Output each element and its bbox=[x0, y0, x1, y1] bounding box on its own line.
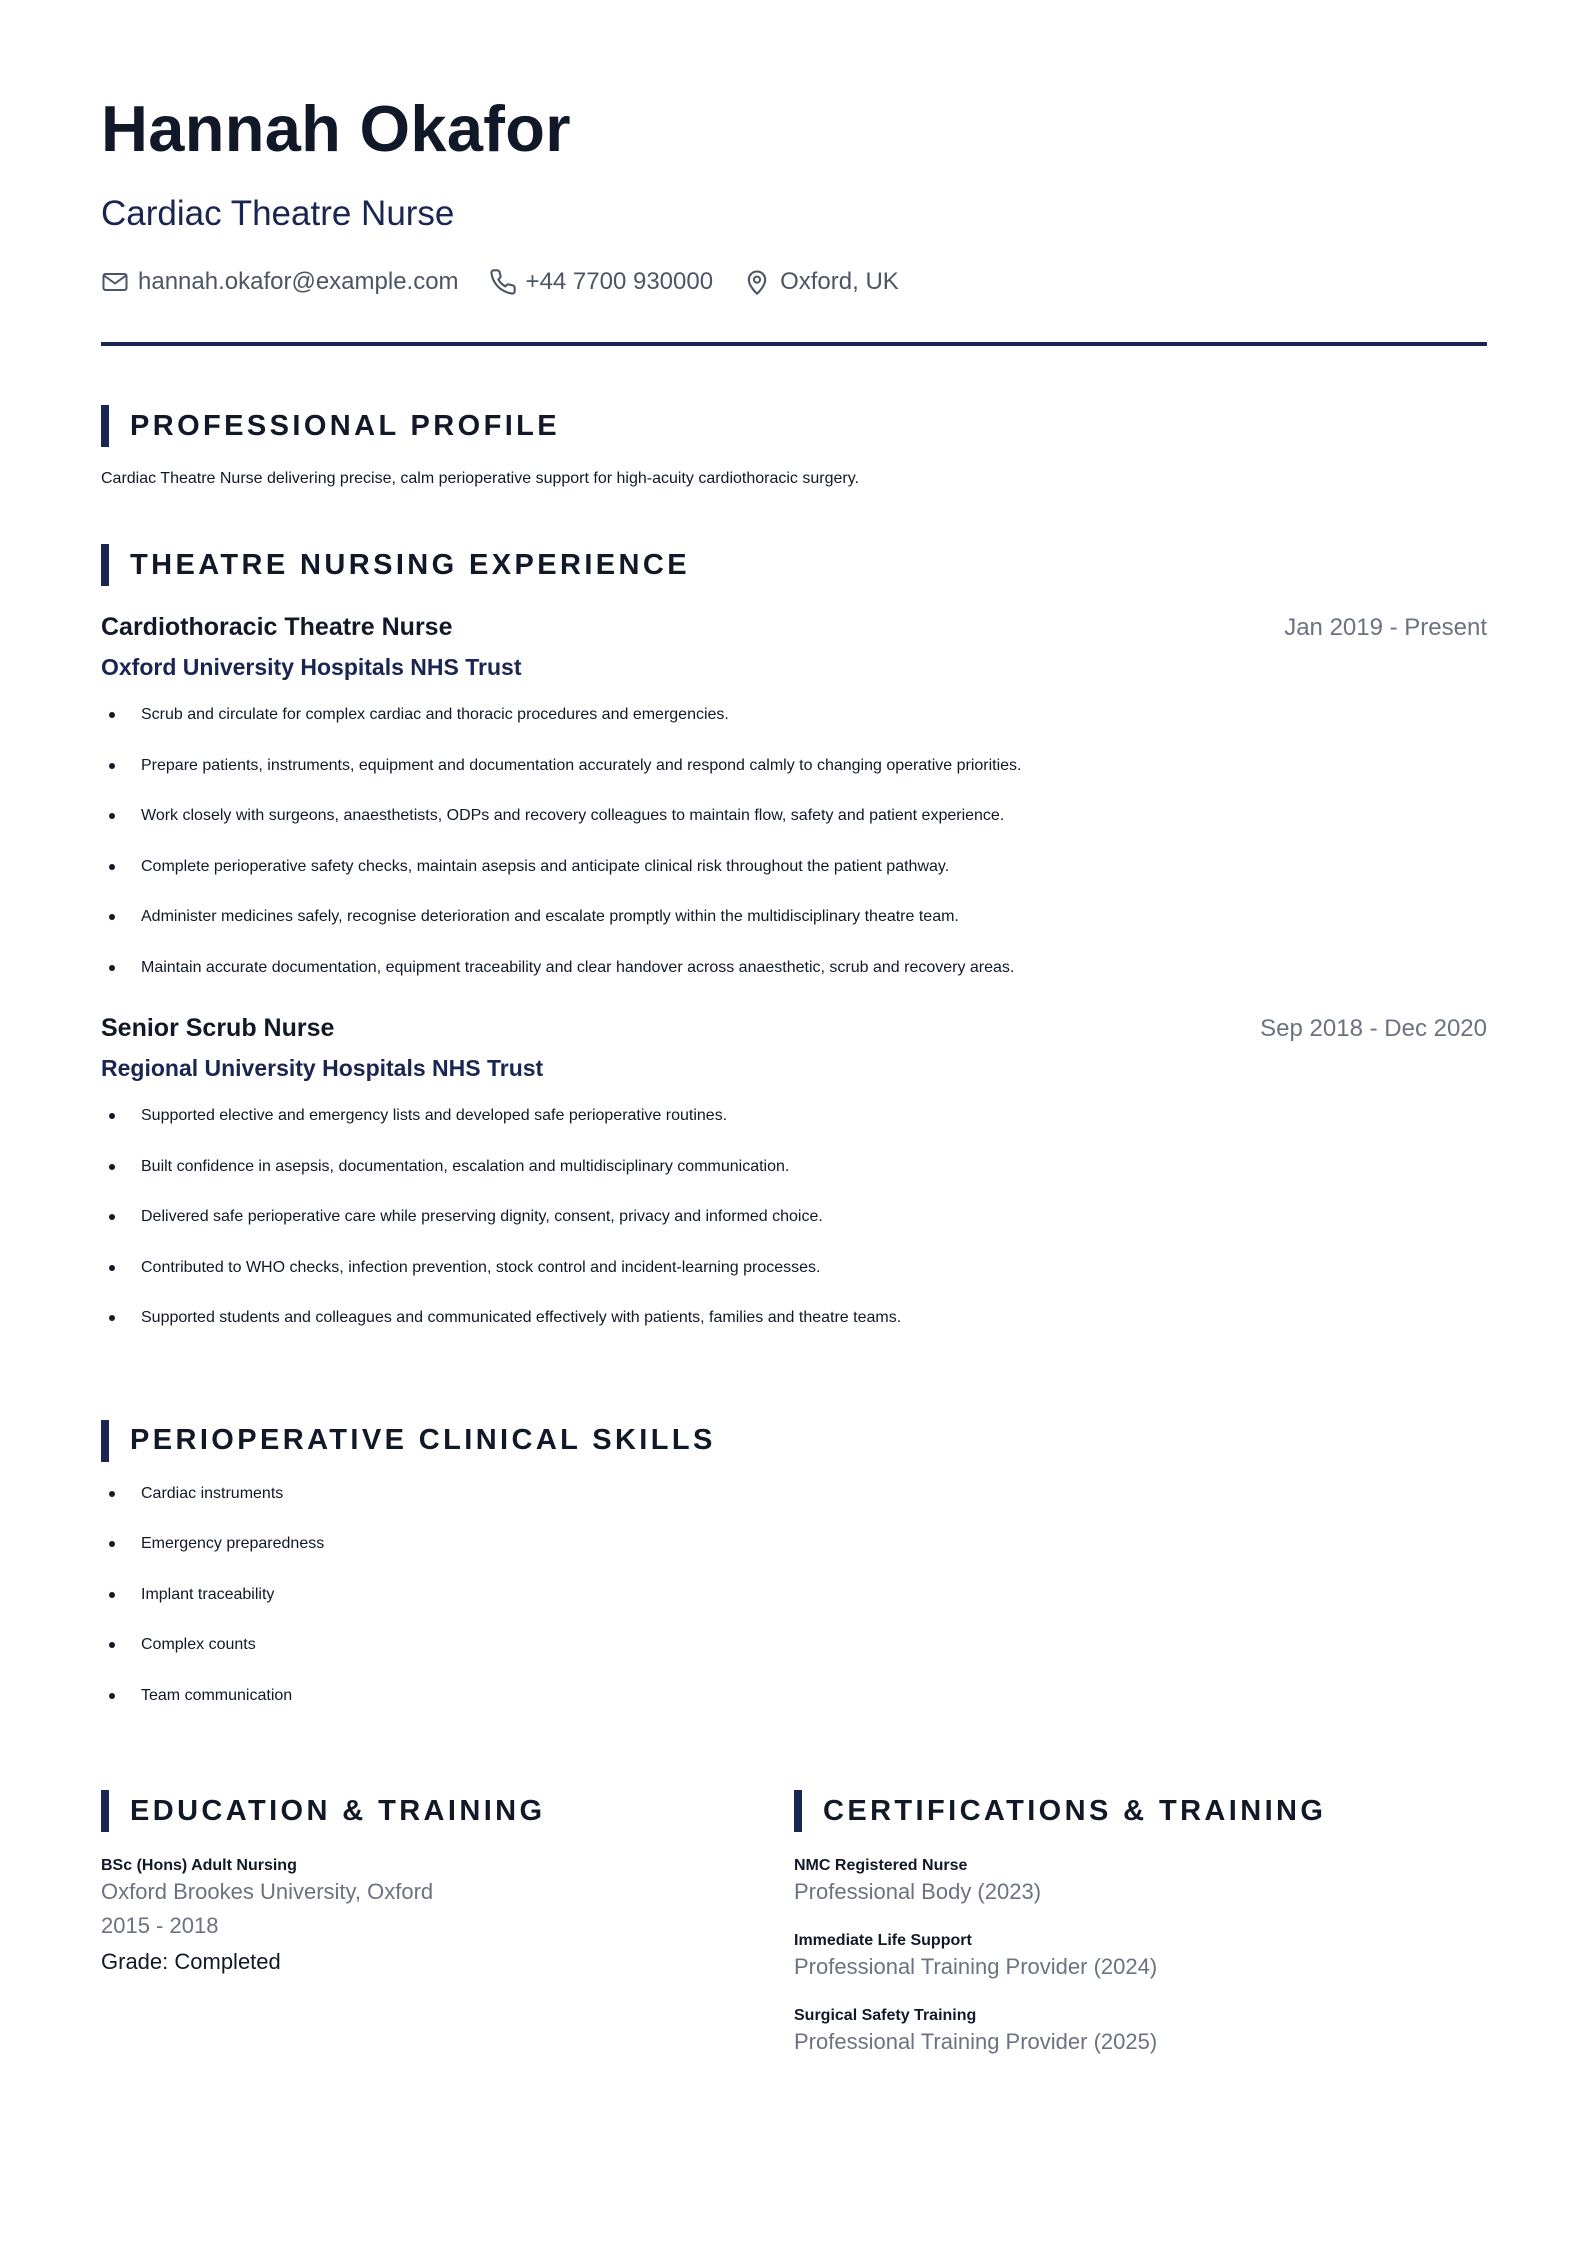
job-bullet bbox=[101, 905, 1487, 956]
certification-entry bbox=[794, 1930, 1487, 1982]
section-accent-bar bbox=[101, 1420, 109, 1462]
contact-email[interactable] bbox=[101, 268, 459, 296]
skills-list bbox=[101, 1482, 1487, 1735]
bullet-text: Prepare patients, instruments, equipment and documentation accurately and respond calmly to changing operative priorities. bbox=[141, 756, 1022, 774]
certification-detail: Professional Training Provider (2025) bbox=[794, 2029, 1158, 2054]
job-bullet bbox=[101, 956, 1487, 1007]
skill-item bbox=[101, 1532, 1487, 1583]
job-bullet bbox=[101, 1306, 1487, 1357]
job-header bbox=[101, 1014, 1487, 1043]
skill-text: Team communication bbox=[141, 1686, 293, 1704]
section-title: PERIOPERATIVE CLINICAL SKILLS bbox=[130, 1424, 716, 1456]
certifications-section-heading bbox=[794, 1790, 1487, 1832]
job-bullet bbox=[101, 703, 1487, 754]
bullet-text: Contributed to WHO checks, infection prevention, stock control and incident-learning processes. bbox=[141, 1258, 821, 1276]
profile-section-heading bbox=[101, 405, 1487, 447]
bullet-text: Maintain accurate documentation, equipment traceability and clear handover across anaesthetic, scrub and recovery areas. bbox=[141, 958, 1015, 976]
profile-summary: Cardiac Theatre Nurse delivering precise, calm perioperative support for high-acuity cardiothoracic surgery. bbox=[101, 470, 859, 487]
job-bullet bbox=[101, 1256, 1487, 1307]
bullet-dot-icon bbox=[109, 1592, 115, 1598]
bullet-text: Delivered safe perioperative care while preserving dignity, consent, privacy and informed choice. bbox=[141, 1208, 823, 1225]
bullet-dot-icon bbox=[109, 1113, 115, 1119]
section-accent-bar bbox=[794, 1790, 802, 1832]
job-dates: Sep 2018 - Dec 2020 bbox=[1260, 1015, 1487, 1042]
bullet-dot-icon bbox=[109, 914, 115, 920]
experience-section-heading bbox=[101, 544, 1487, 586]
job-dates: Jan 2019 - Present bbox=[1284, 614, 1487, 641]
bullet-dot-icon bbox=[109, 1164, 115, 1170]
job-organization: Regional University Hospitals NHS Trust bbox=[101, 1055, 544, 1081]
bullet-dot-icon bbox=[109, 1491, 115, 1497]
education-grade: Grade: Completed bbox=[101, 1949, 281, 1974]
section-title: CERTIFICATIONS & TRAINING bbox=[823, 1794, 1327, 1827]
education-years: 2015 - 2018 bbox=[101, 1913, 219, 1938]
bullet-text: Administer medicines safely, recognise deterioration and escalate promptly within the multidisciplinary theatre team. bbox=[141, 908, 959, 925]
job-entry bbox=[101, 613, 1487, 1006]
job-bullet bbox=[101, 1155, 1487, 1206]
contact-phone[interactable] bbox=[489, 268, 714, 296]
education-column bbox=[101, 1790, 794, 2057]
section-title: EDUCATION & TRAINING bbox=[130, 1794, 546, 1827]
job-title: Cardiothoracic Theatre Nurse bbox=[101, 613, 453, 641]
bullet-dot-icon bbox=[109, 1265, 115, 1271]
bullet-dot-icon bbox=[109, 1693, 115, 1699]
job-bullets bbox=[101, 703, 1487, 1006]
bullet-text: Complete perioperative safety checks, maintain asepsis and anticipate clinical risk throughout the patient pathway. bbox=[141, 857, 950, 875]
contact-location bbox=[743, 268, 899, 296]
job-bullet bbox=[101, 855, 1487, 906]
bullet-dot-icon bbox=[109, 1541, 115, 1547]
skill-item bbox=[101, 1633, 1487, 1684]
job-header bbox=[101, 613, 1487, 642]
location-pin-icon bbox=[743, 268, 771, 296]
skill-text: Implant traceability bbox=[141, 1585, 275, 1603]
job-bullet bbox=[101, 754, 1487, 805]
bullet-dot-icon bbox=[109, 1214, 115, 1220]
job-title: Senior Scrub Nurse bbox=[101, 1014, 335, 1042]
mail-icon bbox=[101, 268, 129, 296]
education-entry bbox=[101, 1855, 794, 1977]
phone-icon bbox=[489, 268, 517, 296]
skill-text: Cardiac instruments bbox=[141, 1484, 284, 1502]
two-column-section bbox=[101, 1790, 1487, 2057]
certification-entry bbox=[794, 2005, 1487, 2057]
job-bullet bbox=[101, 804, 1487, 855]
bullet-dot-icon bbox=[109, 1642, 115, 1648]
section-accent-bar bbox=[101, 544, 109, 586]
job-bullets bbox=[101, 1104, 1487, 1357]
bullet-text: Scrub and circulate for complex cardiac and thoracic procedures and emergencies. bbox=[141, 706, 729, 723]
certification-entry bbox=[794, 1855, 1487, 1907]
section-title: PROFESSIONAL PROFILE bbox=[130, 409, 561, 442]
skill-text: Emergency preparedness bbox=[141, 1535, 325, 1552]
header-divider bbox=[101, 342, 1487, 346]
section-accent-bar bbox=[101, 1790, 109, 1832]
job-organization: Oxford University Hospitals NHS Trust bbox=[101, 654, 522, 680]
bullet-dot-icon bbox=[109, 965, 115, 971]
bullet-text: Work closely with surgeons, anaesthetists, ODPs and recovery colleagues to maintain flow, safety and patient experience. bbox=[141, 807, 1005, 824]
degree-name: BSc (Hons) Adult Nursing bbox=[101, 1857, 297, 1874]
section-title: THEATRE NURSING EXPERIENCE bbox=[130, 548, 690, 581]
job-bullet bbox=[101, 1205, 1487, 1256]
certification-name: NMC Registered Nurse bbox=[794, 1857, 968, 1874]
contact-location-text: Oxford, UK bbox=[780, 268, 899, 295]
bullet-dot-icon bbox=[109, 1315, 115, 1321]
bullet-dot-icon bbox=[109, 763, 115, 769]
education-section-heading bbox=[101, 1790, 794, 1832]
certifications-column bbox=[794, 1790, 1487, 2057]
candidate-role: Cardiac Theatre Nurse bbox=[101, 194, 455, 233]
skills-section-heading bbox=[101, 1420, 1487, 1462]
contact-bar bbox=[101, 262, 1487, 302]
certification-name: Surgical Safety Training bbox=[794, 2007, 977, 2024]
bullet-dot-icon bbox=[109, 813, 115, 819]
contact-email-text: hannah.okafor@example.com bbox=[138, 268, 459, 295]
bullet-dot-icon bbox=[109, 864, 115, 870]
bullet-text: Built confidence in asepsis, documentation, escalation and multidisciplinary communication. bbox=[141, 1157, 790, 1175]
certification-detail: Professional Body (2023) bbox=[794, 1879, 1042, 1904]
candidate-name: Hannah Okafor bbox=[101, 92, 571, 165]
certification-name: Immediate Life Support bbox=[794, 1932, 972, 1949]
skill-item bbox=[101, 1482, 1487, 1533]
bullet-text: Supported elective and emergency lists and developed safe perioperative routines. bbox=[141, 1107, 728, 1124]
section-accent-bar bbox=[101, 405, 109, 447]
skill-item bbox=[101, 1583, 1487, 1634]
job-bullet bbox=[101, 1104, 1487, 1155]
skill-item bbox=[101, 1684, 1487, 1735]
job-entry bbox=[101, 1014, 1487, 1357]
skill-text: Complex counts bbox=[141, 1636, 256, 1653]
bullet-text: Supported students and colleagues and communicated effectively with patients, families and theatre teams. bbox=[141, 1309, 902, 1326]
bullet-dot-icon bbox=[109, 712, 115, 718]
institution-name: Oxford Brookes University, Oxford bbox=[101, 1879, 434, 1904]
certification-detail: Professional Training Provider (2024) bbox=[794, 1954, 1158, 1979]
contact-phone-text: +44 7700 930000 bbox=[525, 268, 714, 295]
